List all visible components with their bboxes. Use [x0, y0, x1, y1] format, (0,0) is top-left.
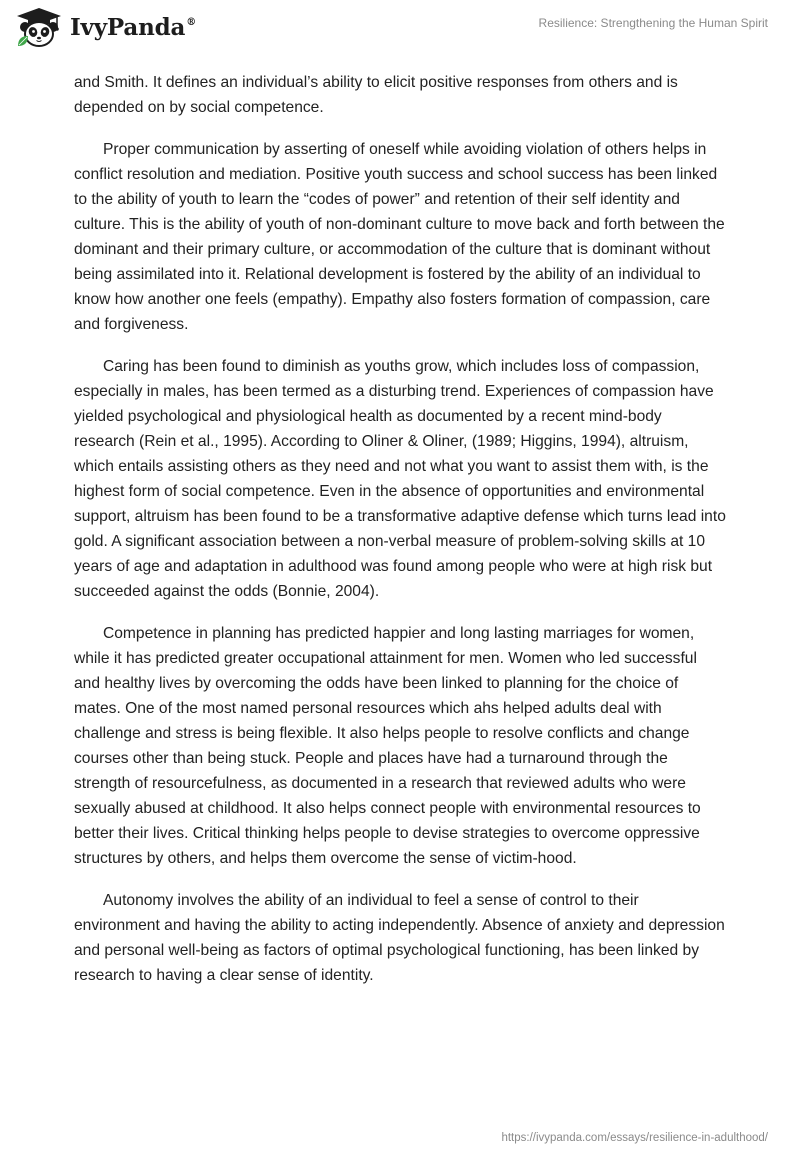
- paragraph: and Smith. It defines an individual’s ability to elicit positive responses from others and is depended on by social competence.: [74, 74, 678, 116]
- brand-name: IvyPanda®: [70, 13, 196, 41]
- essay-body: [74, 70, 726, 1005]
- document-title: Resilience: Strengthening the Human Spirit: [538, 16, 768, 30]
- paragraph: Competence in planning has predicted happier and long lasting marriages for women, while it has predicted greater occupational attainment for men. Women who led successful and healthy lives by overcoming the odds have been linked to planning for the choice of mates. One of the most named personal resources which ahs helped adults deal with challenge and stress is being flexible. It also helps people to resolve conflicts and change courses other than being stuck. People and places have had a turnaround through the strength of resourcefulness, as documented in a research that reviewed adults who were sexually abused at childhood. It also helps connect people with environmental resources to better their lives. Critical thinking helps people to devise strategies to overcome oppressive structures by others, and helps them overcome the sense of victim-hood.: [74, 625, 701, 867]
- paragraph: Autonomy involves the ability of an individual to feel a sense of control to their environment and having the ability to acting independently. Absence of anxiety and depression and personal well-being as factors of optimal psychological functioning, has been linked by research to having a clear sense of identity.: [74, 892, 725, 984]
- paragraph: Proper communication by asserting of oneself while avoiding violation of others helps in conflict resolution and mediation. Positive youth success and school success has been linked to the ability of youth to learn the “codes of power” and retention of their self identity and culture. This is the ability of youth of non-dominant culture to move back and forth between the dominant and their primary culture, or accommodation of the culture that is dominant without being assimilated into it. Relational development is fostered by the ability of an individual to know how another one feels (empathy). Empathy also fosters formation of compassion, care and forgiveness.: [74, 141, 725, 333]
- ivypanda-logo[interactable]: [14, 6, 196, 48]
- page-header: [0, 0, 800, 70]
- panda-graduate-icon: [14, 6, 64, 48]
- paragraph: Caring has been found to diminish as youths grow, which includes loss of compassion, especially in males, has been termed as a disturbing trend. Experiences of compassion have yielded psychological and physiological health as documented by a recent mind-body research (Rein et al., 1995). According to Oliner & Oliner, (1989; Higgins, 1994), altruism, which entails assisting others as they need and not what you want to assist them with, is the highest form of social competence. Even in the absence of opportunities and environmental support, altruism has been found to be a transformative adaptive defense which turns lead into gold. A significant association between a non-verbal measure of problem-solving skills at 10 years of age and adaptation in adulthood was found among people who were at high risk but succeeded against the odds (Bonnie, 2004).: [74, 358, 726, 600]
- source-url[interactable]: https://ivypanda.com/essays/resilience-in-adulthood/: [501, 1132, 768, 1144]
